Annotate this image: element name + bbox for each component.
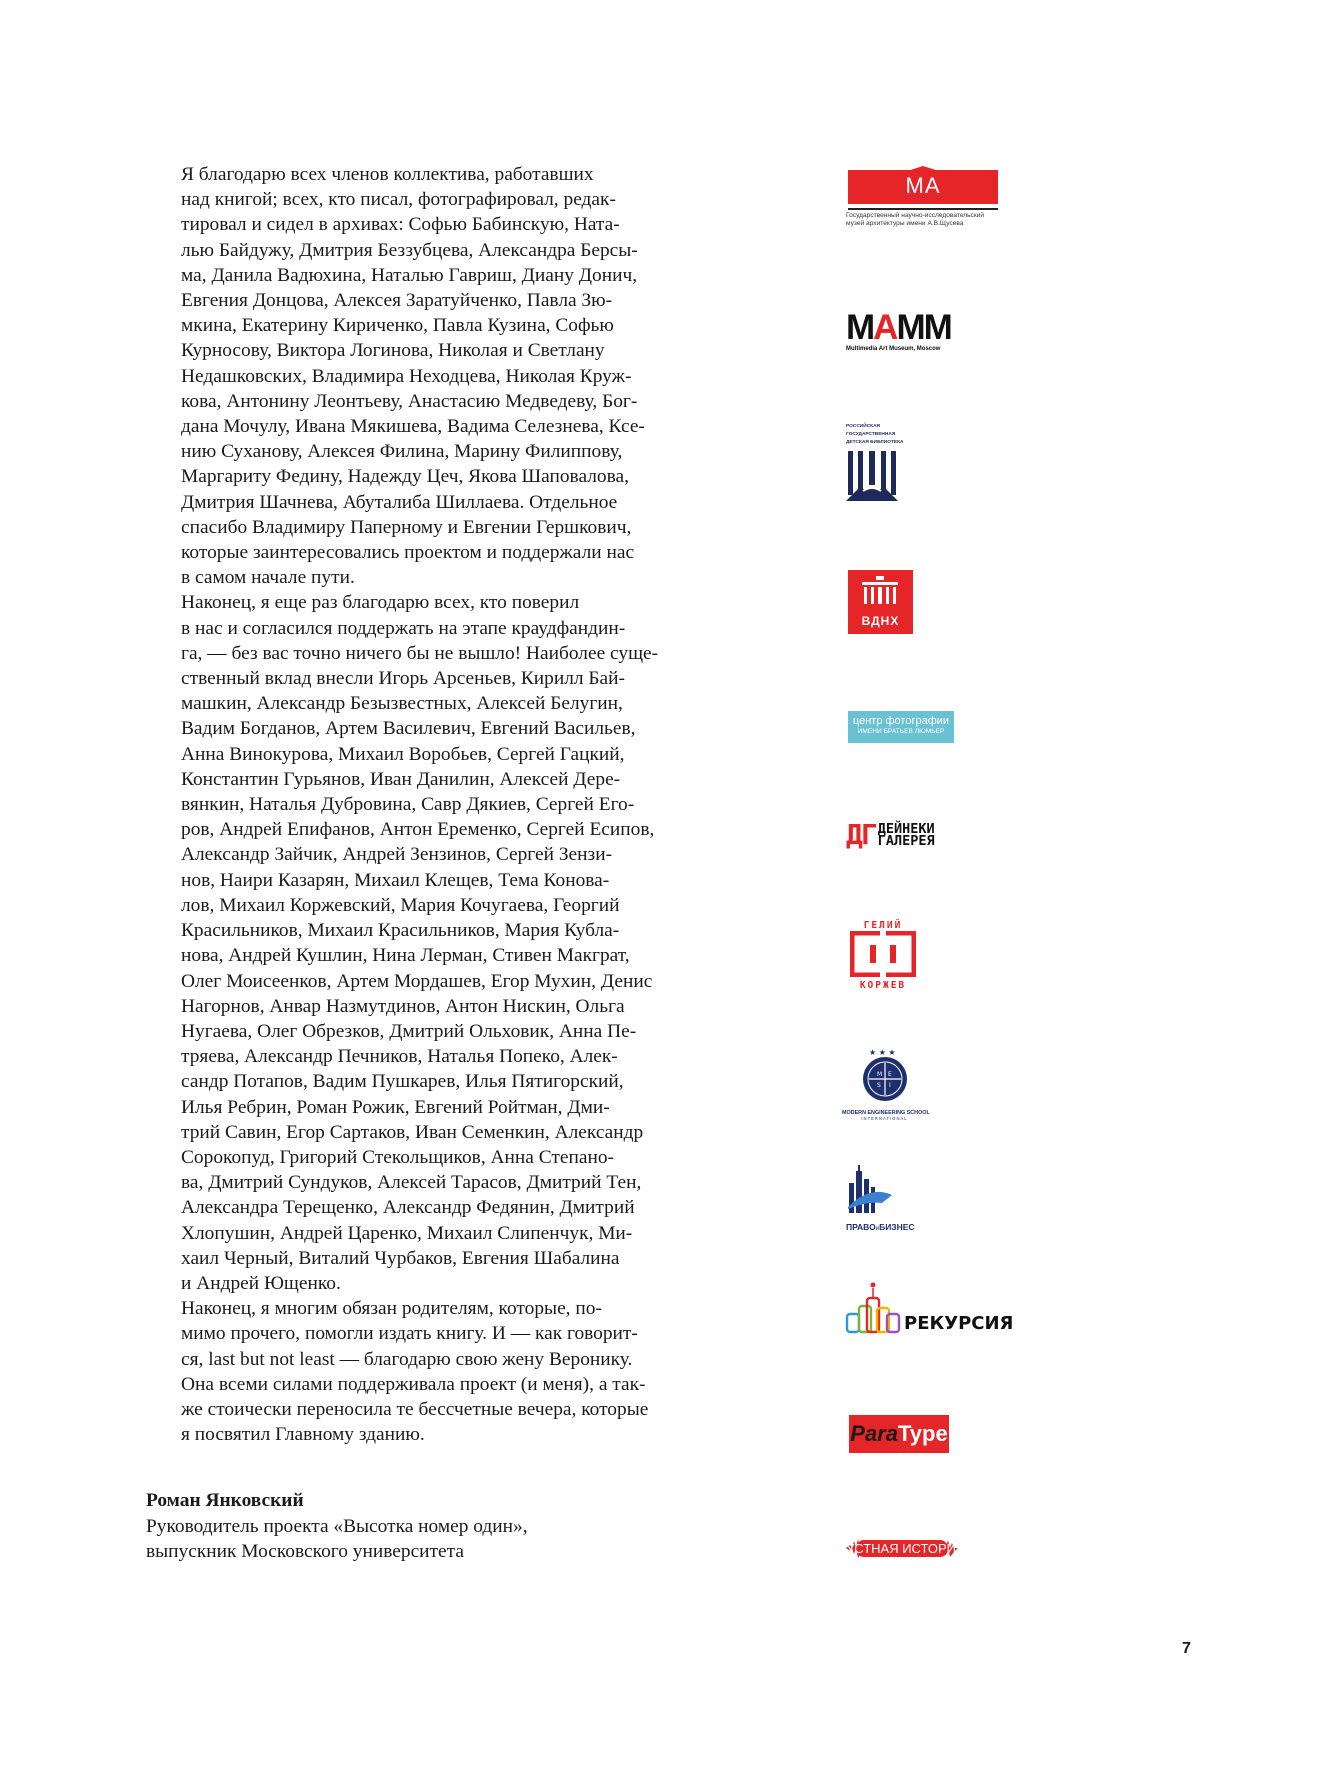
text-line: Курносову, Виктора Логинова, Николая и Светлану [181,340,605,362]
paragraph-crowdfunding [146,590,659,1296]
text-line: кова, Антонину Леонтьеву, Анастасию Медведеву, Бог- [181,390,638,412]
mamm-caption: Multimedia Art Museum, Moscow [846,346,941,352]
text-line: Нугаева, Олег Обрезков, Дмитрий Ольховик, Анна Пе- [181,1020,637,1042]
mamm-letter: M [846,308,874,347]
text-line: Я благодарю всех членов коллектива, работавших [181,164,594,185]
text-line: Дмитрия Шачнева, Абуталиба Шиллаева. Отдельное [181,491,618,513]
text-line: Наконец, я еще раз благодарю всех, кто поверил [181,592,580,614]
arch-icon [858,576,902,606]
text-line: нова, Андрей Кушлин, Нина Лерман, Стивен Макграт, [181,945,630,967]
text-line: ственный вклад внесли Игорь Арсеньев, Кирилл Бай- [181,668,625,690]
text-line: Анна Винокурова, Михаил Воробьев, Сергей Гацкий, [181,743,625,765]
logo-vdnh [848,570,913,634]
text-line: ма, Данила Вадюхина, Наталью Гавриш, Диану Донич, [181,264,638,286]
rekursiya-text: РЕКУРСИЯ [904,1313,1014,1334]
mes-emblem-icon [855,1045,915,1105]
text-line: тировал и сидел в архивах: Софью Бабинскую, Ната- [181,214,620,236]
text-line: тряева, Александр Печников, Наталья Попеко, Алек- [181,1046,618,1068]
mes-letter-m: M [876,1071,882,1078]
paragraph-family [146,1296,651,1447]
lumiere-line-2: ИМЕНИ БРАТЬЕВ ЛЮМЬЕР [857,728,945,735]
text-line: Константин Гурьянов, Иван Данилин, Алексей Дере- [181,768,621,790]
lumiere-line-1: центр фотографии [852,715,950,727]
text-line: мимо прочего, помогли издать книгу. И — как говорит- [181,1323,638,1345]
pravo-part-1: ПРАВО [846,1222,876,1232]
mes-letter-s: S [876,1082,881,1089]
text-line: дана Мочулу, Ивана Мякишева, Вадима Селезнева, Ксе- [181,416,645,438]
signature-block [146,1488,528,1565]
logo-deineka-gallery [846,818,935,851]
text-line: Сорокопуд, Григорий Стекольщиков, Анна Степано- [181,1146,615,1168]
svg-text:★ ★ ★: ★ ★ ★ [868,1048,896,1057]
text-line: мкина, Екатерину Кириченко, Павла Кузина, Софью [181,315,614,337]
ma-caption-2: музей архитектуры имени А.В.Щусева [846,220,964,228]
text-line: ва, Дмитрий Сундуков, Алексей Тарасов, Дмитрий Тен, [181,1172,642,1194]
text-line: трий Савин, Егор Сартаков, Иван Семенкин, Александр [181,1121,644,1143]
text-line: в самом начале пути. [181,567,355,589]
vdnh-text: ВДНХ [861,614,900,628]
text-line: Недашковских, Владимира Неходцева, Николая Круж- [181,365,632,387]
logo-oral-history [846,1533,966,1563]
logo-rekursiya [845,1282,1013,1336]
text-line: Александра Терещенко, Александр Федянин, Дмитрий [181,1197,635,1219]
text-line: лов, Михаил Коржевский, Мария Кочугаева, Георгий [181,894,620,916]
text-line: сандр Потапов, Вадим Пушкарев, Илья Пятигорский, [181,1071,624,1093]
text-line: над книгой; всех, кто писал, фотографировал, редак- [181,189,616,211]
paratype-text [849,1421,949,1447]
text-line: Александр Зайчик, Андрей Зензинов, Сергей Зензи- [181,844,613,866]
deineka-line-1: ДЕЙНЕКИ [877,821,935,837]
deineka-line-2: ГАЛЕРЕЯ [877,833,935,849]
text-line: Хлопушин, Андрей Царенко, Михаил Слипенчук, Ми- [181,1222,633,1244]
mes-caption: MODERN ENGINEERING SCHOOL [842,1110,930,1116]
rgdb-caption-3: ДЕТСКАЯ БИБЛИОТЕКА [846,440,904,446]
gk-bottom-text: КОРЖЕВ [859,980,907,991]
pravo-part-3: БИЗНЕС [879,1222,915,1232]
mamm-mark [846,308,951,347]
logo-mamm [846,308,951,352]
paratype-part-2: Type [898,1421,948,1446]
ma-mark [848,166,998,204]
logo-geliy-korzhev [848,920,918,991]
author-affiliation: выпускник Московского университета [146,1541,464,1562]
text-line: Олег Моисеенков, Артем Мордашев, Егор Мухин, Денис [181,970,653,992]
mamm-letters: MM [896,308,951,347]
rgdb-caption-2: ГОСУДАРСТВЕННАЯ [846,432,896,438]
text-line: которые заинтересовались проектом и поддержали нас [181,542,635,564]
gk-top-text: ГЕЛИЙ [863,920,903,931]
text-line: в нас и согласился поддержать на этапе краудфандин- [181,617,626,639]
text-line: Маргариту Федину, Надежду Цеч, Якова Шаповалова, [181,466,629,488]
pravo-part-2: и [875,1226,880,1232]
skyscraper-icon [846,1165,894,1215]
text-line: ся, last but not least — благодарю свою жену Веронику. [181,1348,633,1370]
author-role: Руководитель проекта «Высотка номер один», [146,1515,528,1537]
text-line: га, — без вас точно ничего бы не вышло! Наиболее суще- [181,642,659,664]
logo-rgdb [846,424,903,506]
paratype-part-1: Para [850,1421,898,1446]
page-number: 7 [1182,1640,1191,1657]
logo-paratype [849,1415,949,1453]
text-line: Вадим Богданов, Артем Василевич, Евгений Васильев, [181,718,636,740]
text-line: нов, Наири Казарян, Михаил Клещев, Тема Конова- [181,869,610,891]
text-line: хаил Черный, Виталий Чурбаков, Евгения Шабалина [181,1247,620,1269]
ma-mark-text: МА [905,173,941,198]
mes-letter-e: E [887,1071,892,1078]
text-line: машкин, Александр Безызвестных, Алексей Белугин, [181,693,623,715]
logo-lumiere-center [848,711,954,743]
logo-modern-engineering-school [842,1045,930,1121]
text-line: Наконец, я многим обязан родителям, которые, по- [181,1298,602,1320]
text-line: Красильников, Михаил Красильников, Мария Кубла- [181,920,620,942]
text-line: Она всеми силами поддерживала проект (и меня), а так- [181,1373,646,1395]
pravo-caption [846,1222,915,1232]
text-line: спасибо Владимиру Паперному и Евгении Гершкович, [181,516,632,538]
ma-caption-1: Государственный научно-исследовательский [846,211,985,219]
deineka-text [878,823,935,847]
text-line: Илья Ребрин, Роман Рожик, Евгений Ройтман, Дми- [181,1096,610,1118]
acknowledgements-text [146,162,659,1447]
text-line: же стоически переносила те бессчетные вечера, которые [181,1398,649,1420]
text-line: я посвятил Главному зданию. [181,1424,425,1446]
text-line: Евгения Донцова, Алексея Заратуйченко, Павла Зю- [181,290,613,312]
oral-history-text: УСТНАЯ ИСТОРИЯ [846,1541,966,1556]
gk-frame-icon [850,931,916,977]
text-line: нию Суханову, Алексея Филина, Марину Филиппову, [181,441,623,463]
columns-icon [846,449,898,501]
rekursiya-icon [845,1282,901,1336]
text-line: Нагорнов, Анвар Назмутдинов, Антон Нискин, Ольга [181,995,625,1017]
text-line: ров, Андрей Епифанов, Антон Еременко, Сергей Есипов, [181,819,655,841]
dg-mark: ДГ [846,818,876,851]
mes-caption-2: INTERNATIONAL [861,1116,908,1121]
text-line: и Андрей Ющенко. [181,1272,341,1294]
paragraph-team [146,162,651,590]
text-line: лью Байдужу, Дмитрия Беззубцева, Александра Берсы- [181,239,638,261]
mamm-letter-red: A [873,308,897,347]
text-line: вянкин, Наталья Дубровина, Савр Дякиев, Сергей Его- [181,794,635,816]
mes-letter-i: I [888,1082,891,1089]
rgdb-caption-1: РОССИЙСКАЯ [846,424,880,429]
logo-shchusev-museum [846,166,1006,229]
logo-pravo-biznes [846,1165,915,1232]
author-name: Роман Янковский [146,1490,304,1511]
